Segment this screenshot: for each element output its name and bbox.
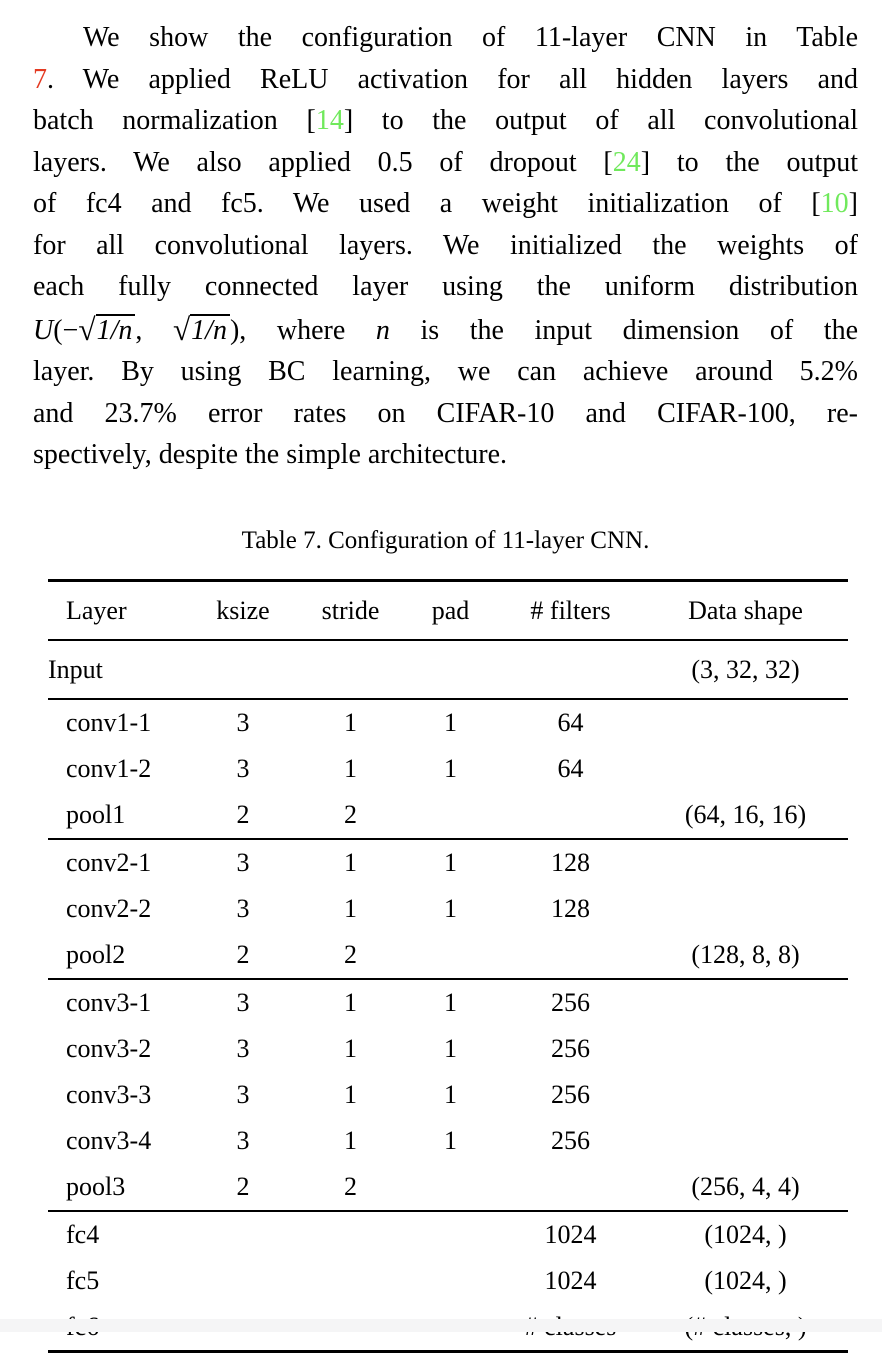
table-cell-stride: 1 [344, 987, 357, 1017]
table-cell-stride: 1 [344, 1079, 357, 1109]
table-cell-pad: 1 [444, 893, 457, 923]
table-cell-shape [643, 1072, 848, 1118]
table-cell-pad [403, 932, 498, 979]
table-cell-ksize [188, 1211, 298, 1258]
citation-link[interactable]: 24 [612, 146, 641, 178]
text-run: (− [53, 314, 79, 346]
table-cell-shape [643, 746, 848, 792]
table-cell-pad: 1 [444, 1079, 457, 1109]
page-bottom-strip [0, 1319, 882, 1332]
table-cell-stride: 1 [344, 847, 357, 877]
table-cell-layer: conv1-1 [66, 707, 152, 737]
table-cell-shape [643, 839, 848, 886]
citation-link[interactable]: 10 [820, 188, 849, 219]
table-row [48, 640, 848, 699]
table-header-cell: ksize [216, 595, 270, 625]
text-run: each fully connected layer using the uniform distribution [33, 271, 858, 302]
table-cell-stride: 1 [344, 753, 357, 783]
table-cell-layer: conv2-2 [66, 893, 152, 923]
table-cell-ksize [188, 1258, 298, 1304]
table-cell-filters: 128 [551, 893, 590, 923]
paragraph-line [33, 100, 858, 142]
table-cell-stride: 1 [344, 1125, 357, 1155]
table-header-cell: Data shape [688, 595, 803, 625]
text-run: . We applied ReLU activation for all hidden layers and [47, 63, 858, 95]
text-run: and 23.7% error rates on CIFAR-10 and CIFAR-100, re- [33, 397, 858, 429]
table-cell-stride: 1 [344, 893, 357, 923]
text-run: layer. By using BC learning, we can achieve around 5.2% [33, 356, 858, 387]
text-run: of fc4 and fc5. We used a weight initialization of [ [33, 188, 821, 219]
table-row [48, 1211, 848, 1258]
table-cell-pad [403, 792, 498, 839]
table-cell-layer: conv1-2 [66, 753, 152, 783]
table-cell-layer: pool2 [66, 939, 126, 969]
citation-link[interactable]: 14 [315, 105, 344, 136]
table-cell-stride [298, 640, 403, 699]
table-row [48, 1164, 848, 1211]
table-cell-shape: (64, 16, 16) [684, 799, 807, 829]
table-header-cell: # filters [530, 595, 611, 625]
table-cell-pad: 1 [444, 1033, 457, 1063]
table-cell-ksize: 3 [236, 1033, 250, 1063]
table-row-group [48, 979, 848, 1211]
table-cell-layer: conv3-3 [66, 1079, 152, 1109]
paragraph-line [33, 225, 858, 267]
table-cell-shape [643, 979, 848, 1026]
table-row-group [48, 699, 848, 839]
text-run: spectively, despite the simple architecture. [33, 439, 508, 470]
cnn-config-table [48, 579, 848, 1353]
body-paragraph [33, 17, 858, 476]
paragraph-line [33, 351, 858, 393]
text-run: layers. We also applied 0.5 of dropout [ [33, 146, 613, 178]
table-cell-ksize: 3 [236, 893, 250, 923]
table-cell-layer: conv3-2 [66, 1033, 152, 1063]
table-row [48, 1026, 848, 1072]
paragraph-line [33, 59, 858, 101]
radicand: 1/n [96, 314, 136, 347]
table-cell-layer: Input [48, 654, 103, 684]
table-cell-filters: 1024 [544, 1265, 597, 1295]
table-header-cell: stride [321, 595, 380, 625]
table-cell-filters: 1024 [544, 1219, 597, 1249]
text-run: batch normalization [ [33, 105, 316, 136]
sqrt-expression [173, 308, 230, 352]
table-cell-pad [403, 1164, 498, 1211]
table-row [48, 1072, 848, 1118]
table-cell-filters: 256 [551, 987, 590, 1017]
table-cell-stride: 2 [344, 799, 357, 829]
table-cell-shape [643, 1118, 848, 1164]
table-cell-ksize: 2 [236, 1171, 250, 1201]
text-run: , [135, 314, 173, 346]
table-header-row [48, 580, 848, 640]
table-cell-filters: 128 [551, 847, 590, 877]
table-cell-ksize: 3 [236, 1079, 250, 1109]
table-row [48, 580, 848, 640]
table-cell-layer: fc5 [66, 1265, 100, 1295]
table-cell-pad: 1 [444, 707, 457, 737]
text-run: ] to the output of all convolutional [343, 105, 858, 136]
table-cell-filters: 64 [557, 707, 584, 737]
table-cell-pad: 1 [444, 753, 457, 783]
paragraph-line [33, 308, 858, 352]
table-cell-shape [643, 1026, 848, 1072]
table-cell-layer: conv3-1 [66, 987, 152, 1017]
table-cell-ksize: 3 [236, 707, 250, 737]
paragraph-line [33, 266, 858, 308]
table-cell-pad [403, 640, 498, 699]
table-cell-pad: 1 [444, 987, 457, 1017]
table-cell-shape: (256, 4, 4) [691, 1171, 800, 1201]
table-cell-stride [298, 1211, 403, 1258]
table-row [48, 1258, 848, 1304]
paragraph-line [33, 393, 858, 435]
table-row-group [48, 839, 848, 979]
table-row [48, 1118, 848, 1164]
table-cell-filters [498, 792, 643, 839]
table-header-cell: Layer [66, 595, 127, 625]
radicand: 1/n [190, 314, 230, 347]
table-cell-shape: (1024, ) [704, 1265, 787, 1295]
table-cell-ksize: 3 [236, 1125, 250, 1155]
table-cell-ksize: 2 [236, 799, 250, 829]
radical-sign-icon: √ [78, 311, 96, 347]
table-cell-ksize: 3 [236, 847, 250, 877]
table-cell-layer: conv2-1 [66, 847, 152, 877]
text-run: ] to the output [640, 146, 859, 178]
table-ref-link[interactable]: 7 [33, 63, 47, 95]
table-cell-ksize [188, 640, 298, 699]
text-run: ] [848, 188, 858, 219]
paragraph-line [33, 142, 858, 184]
table-cell-stride: 1 [344, 707, 357, 737]
table-cell-shape [643, 886, 848, 932]
table-cell-stride: 2 [344, 1171, 357, 1201]
table-cell-ksize: 2 [236, 939, 250, 969]
table-cell-pad [403, 1211, 498, 1258]
table-cell-filters [498, 640, 643, 699]
table-cell-filters [498, 932, 643, 979]
text-run: We show the configuration of 11-layer CNN in Table [83, 22, 858, 53]
table-cell-filters: 64 [557, 753, 584, 783]
table-header-cell: pad [431, 595, 470, 625]
table-cell-layer: pool1 [66, 799, 126, 829]
table-row [48, 839, 848, 886]
table-cell-shape: (3, 32, 32) [691, 654, 800, 684]
table-cell-filters: 256 [551, 1079, 590, 1109]
radical-sign-icon: √ [172, 311, 191, 347]
table-row [48, 746, 848, 792]
text-run: ), where [229, 314, 376, 346]
paragraph-line [33, 183, 858, 225]
table-cell-stride [298, 1258, 403, 1304]
text-run: for all convolutional layers. We initialized the weights of [33, 229, 858, 261]
table-cell-filters [498, 1164, 643, 1211]
table-cell-layer: conv3-4 [66, 1125, 152, 1155]
table-cell-shape [643, 699, 848, 746]
table-row [48, 699, 848, 746]
text-run: is the input dimension of the [389, 314, 859, 346]
table-cell-filters: 256 [551, 1033, 590, 1063]
table-cell-ksize: 3 [236, 753, 250, 783]
table-cell-stride: 2 [344, 939, 357, 969]
paragraph-line [33, 434, 858, 476]
table-cell-stride: 1 [344, 1033, 357, 1063]
table-cell-shape: (1024, ) [704, 1219, 787, 1249]
table-row [48, 932, 848, 979]
table-cell-pad: 1 [444, 1125, 457, 1155]
table-cell-pad: 1 [444, 847, 457, 877]
table-cell-filters: 256 [551, 1125, 590, 1155]
table-cell-shape: (128, 8, 8) [691, 939, 800, 969]
table-cell-ksize: 3 [236, 987, 250, 1017]
math-variable: n [375, 314, 390, 346]
sqrt-expression [78, 308, 135, 352]
table-row-group [48, 640, 848, 699]
math-variable: U [33, 314, 54, 346]
table-row [48, 792, 848, 839]
table-caption: Table 7. Configuration of 11-layer CNN. [241, 526, 650, 554]
table-row [48, 886, 848, 932]
paragraph-line [33, 17, 858, 59]
table-cell-pad [403, 1258, 498, 1304]
table-cell-layer: fc4 [66, 1219, 100, 1249]
table-cell-layer: pool3 [66, 1171, 126, 1201]
table-row [48, 979, 848, 1026]
